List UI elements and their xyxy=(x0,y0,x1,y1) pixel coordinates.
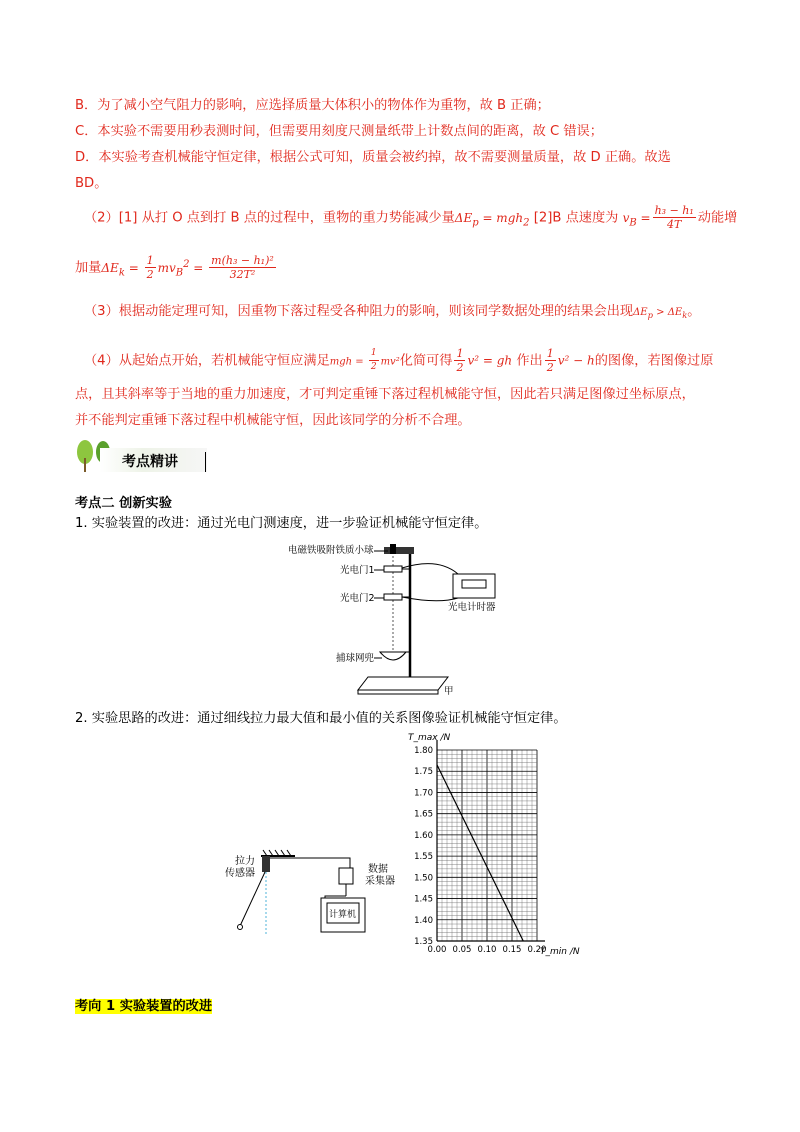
section-banner xyxy=(72,438,207,474)
label-gate2: 光电门2 xyxy=(340,593,375,604)
chart-y-ticks xyxy=(414,746,433,947)
answer-3: （3）根据动能定理可知，因重物下落过程受各种阻力的影响，则该同学数据处理的结果会出现$\Delta E_p > \Delta E_k$。 xyxy=(84,304,701,320)
chart-x-tick: 0.10 xyxy=(477,945,497,955)
label-daq-2: 采集器 xyxy=(365,876,395,887)
label-timer: 光电计时器 xyxy=(448,602,496,613)
sub-heading: 考向 1 实验装置的改进 xyxy=(75,999,213,1014)
answer-d-line2: BD。 xyxy=(75,176,108,191)
answer-b: B．为了减小空气阻力的影响，应选择质量大体积小的物体作为重物，故 B 正确； xyxy=(75,98,550,113)
answer-4-line1: （4）从起始点开始，若机械能守恒应满足mgh = $\frac{1}{2}$ mv²化简可得 $\frac{1}{2}$ v² = gh 作出 $\frac{1}{2}$ v² − h的图像，若图像过原 xyxy=(84,347,714,374)
item-1: 1. 实验装置的改进：通过光电门测速度，进一步验证机械能守恒定律。 xyxy=(75,516,488,531)
chart-grid xyxy=(437,740,545,941)
label-sensor-1: 拉力 xyxy=(235,856,255,867)
chart-y-tick: 1.60 xyxy=(414,830,433,841)
label-pc: 计算机 xyxy=(329,910,357,920)
chart-x-tick: 0.05 xyxy=(452,945,472,955)
answer-4-line3: 并不能判定重锤下落过程中机械能守恒，因此该同学的分析不合理。 xyxy=(75,413,471,428)
chart-series-line xyxy=(437,765,523,941)
chart-y-tick: 1.75 xyxy=(414,767,433,778)
item-2: 2. 实验思路的改进：通过细线拉力最大值和最小值的关系图像验证机械能守恒定律。 xyxy=(75,711,567,726)
banner-title: 考点精讲 xyxy=(122,454,178,470)
chart-x-tick: 0.20 xyxy=(527,945,547,955)
tmax-tmin-chart xyxy=(400,730,580,960)
chart-y-tick: 1.55 xyxy=(414,852,433,863)
chart-x-tick: 0.00 xyxy=(427,945,447,955)
answer-2-line2: 加量$\Delta E_k$ = $\frac{1}{2}$ $mv_B^2$ = $\frac{\text{m(h₃ − h₁)²}}{\text{32T²}}$ xyxy=(75,254,274,281)
tension-sensor-diagram xyxy=(225,848,395,938)
label-sensor-2: 传感器 xyxy=(225,868,255,879)
ek-fraction: $\frac{\text{m(h₃ − h₁)²}}{\text{32T²}}$ xyxy=(211,254,274,281)
section-heading: 考点二 创新实验 xyxy=(75,496,172,511)
vb-fraction: $\frac{\text{h₃ − h₁}}{4T}$ xyxy=(654,204,694,231)
chart-y-tick: 1.45 xyxy=(414,894,433,905)
label-gate1: 光电门1 xyxy=(340,565,375,576)
chart-x-tick: 0.15 xyxy=(502,945,522,955)
chart-y-label: T_max /N xyxy=(408,733,451,743)
label-jia: 甲 xyxy=(444,686,454,697)
chart-y-tick: 1.50 xyxy=(414,873,433,884)
chart-x-label: T_min /N xyxy=(540,947,580,957)
answer-d-line1: D．本实验考查机械能守恒定律，根据公式可知，质量会被约掉，故不需要测量质量，故 D 正确。故选 xyxy=(75,150,671,165)
label-ball: 电磁铁吸附铁质小球 xyxy=(288,545,374,556)
label-net: 捕球网兜 xyxy=(336,653,375,664)
answer-4-line2: 点，且其斜率等于当地的重力加速度，才可判定重锤下落过程机械能守恒，因此若只满足图像过坐标原点， xyxy=(75,387,695,402)
label-daq-1: 数据 xyxy=(368,864,388,875)
chart-y-tick: 1.80 xyxy=(414,746,433,756)
text-cursor xyxy=(205,452,206,472)
chart-y-tick: 1.35 xyxy=(414,937,433,947)
chart-x-ticks xyxy=(428,945,547,955)
chart-y-tick: 1.70 xyxy=(414,788,433,799)
answer-c: C．本实验不需要用秒表测时间，但需要用刻度尺测量纸带上计数点间的距离，故 C 错误； xyxy=(75,124,603,139)
photogate-apparatus-diagram xyxy=(288,542,518,697)
answer-2-line1: （2）[1] 从打 O 点到打 B 点的过程中，重物的重力势能减少量$\Delta E_p = mgh_2$ [2]B 点速度为 $v_B$ = $\frac{\text{h₃ − h₁}}{4T}$ 动能增 xyxy=(84,204,738,231)
chart-y-tick: 1.40 xyxy=(414,915,433,926)
chart-y-tick: 1.65 xyxy=(414,809,433,820)
